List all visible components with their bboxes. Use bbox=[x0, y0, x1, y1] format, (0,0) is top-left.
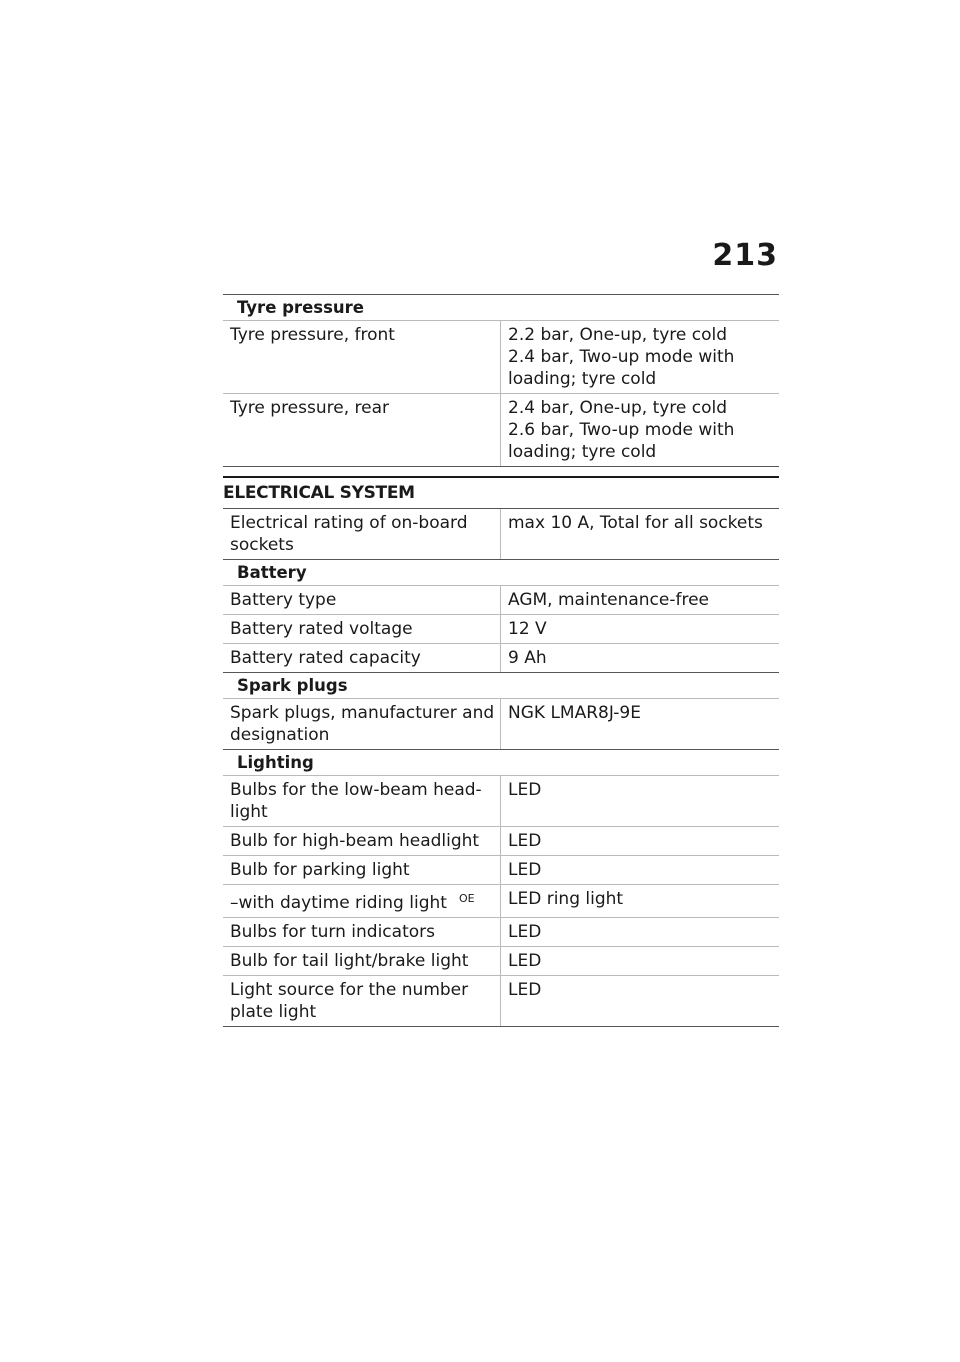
row-value: LED bbox=[508, 860, 542, 880]
table-row bbox=[223, 975, 779, 1026]
table-row bbox=[223, 826, 779, 855]
row-label: Bulbs for the low-beam head- light bbox=[223, 776, 501, 826]
row-value: LED bbox=[508, 780, 542, 800]
row-label: Battery type bbox=[223, 586, 501, 614]
row-label: –with daytime riding light $^{OE}$ bbox=[223, 885, 501, 917]
table-row bbox=[223, 508, 779, 559]
table-row bbox=[223, 320, 779, 393]
row-label: Light source for the number plate light bbox=[223, 976, 501, 1026]
electrical-system-table bbox=[223, 508, 779, 1027]
row-label: Bulb for tail light/brake light bbox=[223, 947, 501, 975]
table-row bbox=[223, 643, 779, 672]
section-header-tyre-pressure: Tyre pressure bbox=[223, 294, 779, 320]
section-header-spark-plugs: Spark plugs bbox=[223, 672, 779, 698]
row-value: max 10 A, Total for all sockets bbox=[508, 513, 763, 533]
row-value: NGK LMAR8J-9E bbox=[508, 703, 641, 723]
optional-equipment-marker: OE bbox=[458, 892, 475, 905]
row-label: Bulb for high-beam headlight bbox=[223, 827, 501, 855]
section-header-lighting: Lighting bbox=[223, 749, 779, 775]
row-value: 12 V bbox=[508, 619, 547, 639]
table-end-rule bbox=[223, 1026, 779, 1027]
row-value: 2.2 bar, One-up, tyre cold 2.4 bar, Two-up mode with loading; tyre cold bbox=[508, 325, 735, 389]
row-value: 9 Ah bbox=[508, 648, 547, 668]
row-value: LED bbox=[508, 980, 542, 1000]
table-row bbox=[223, 698, 779, 749]
row-value: LED bbox=[508, 831, 542, 851]
row-value: LED bbox=[508, 922, 542, 942]
tyre-pressure-table bbox=[223, 294, 779, 467]
row-label: Electrical rating of on-board sockets bbox=[223, 509, 501, 559]
row-label: Battery rated capacity bbox=[223, 644, 501, 672]
row-value: LED ring light bbox=[508, 889, 624, 909]
section-title-electrical-system: ELECTRICAL SYSTEM bbox=[223, 476, 779, 503]
row-value: AGM, maintenance-free bbox=[508, 590, 710, 610]
table-row bbox=[223, 614, 779, 643]
row-value: 2.4 bar, One-up, tyre cold 2.6 bar, Two-up mode with loading; tyre cold bbox=[508, 398, 735, 462]
row-label: Tyre pressure, front bbox=[223, 321, 501, 393]
row-label: Battery rated voltage bbox=[223, 615, 501, 643]
table-row bbox=[223, 855, 779, 884]
table-row bbox=[223, 917, 779, 946]
row-label: Bulb for parking light bbox=[223, 856, 501, 884]
table-row bbox=[223, 393, 779, 466]
table-row bbox=[223, 884, 779, 917]
row-value: LED bbox=[508, 951, 542, 971]
row-label: Tyre pressure, rear bbox=[223, 394, 501, 466]
table-end-rule bbox=[223, 466, 779, 467]
table-row bbox=[223, 946, 779, 975]
table-row bbox=[223, 585, 779, 614]
table-row bbox=[223, 775, 779, 826]
section-header-battery: Battery bbox=[223, 559, 779, 585]
row-label: Spark plugs, manufacturer and designation bbox=[223, 699, 501, 749]
page-number: 213 bbox=[712, 238, 778, 273]
row-label: Bulbs for turn indicators bbox=[223, 918, 501, 946]
